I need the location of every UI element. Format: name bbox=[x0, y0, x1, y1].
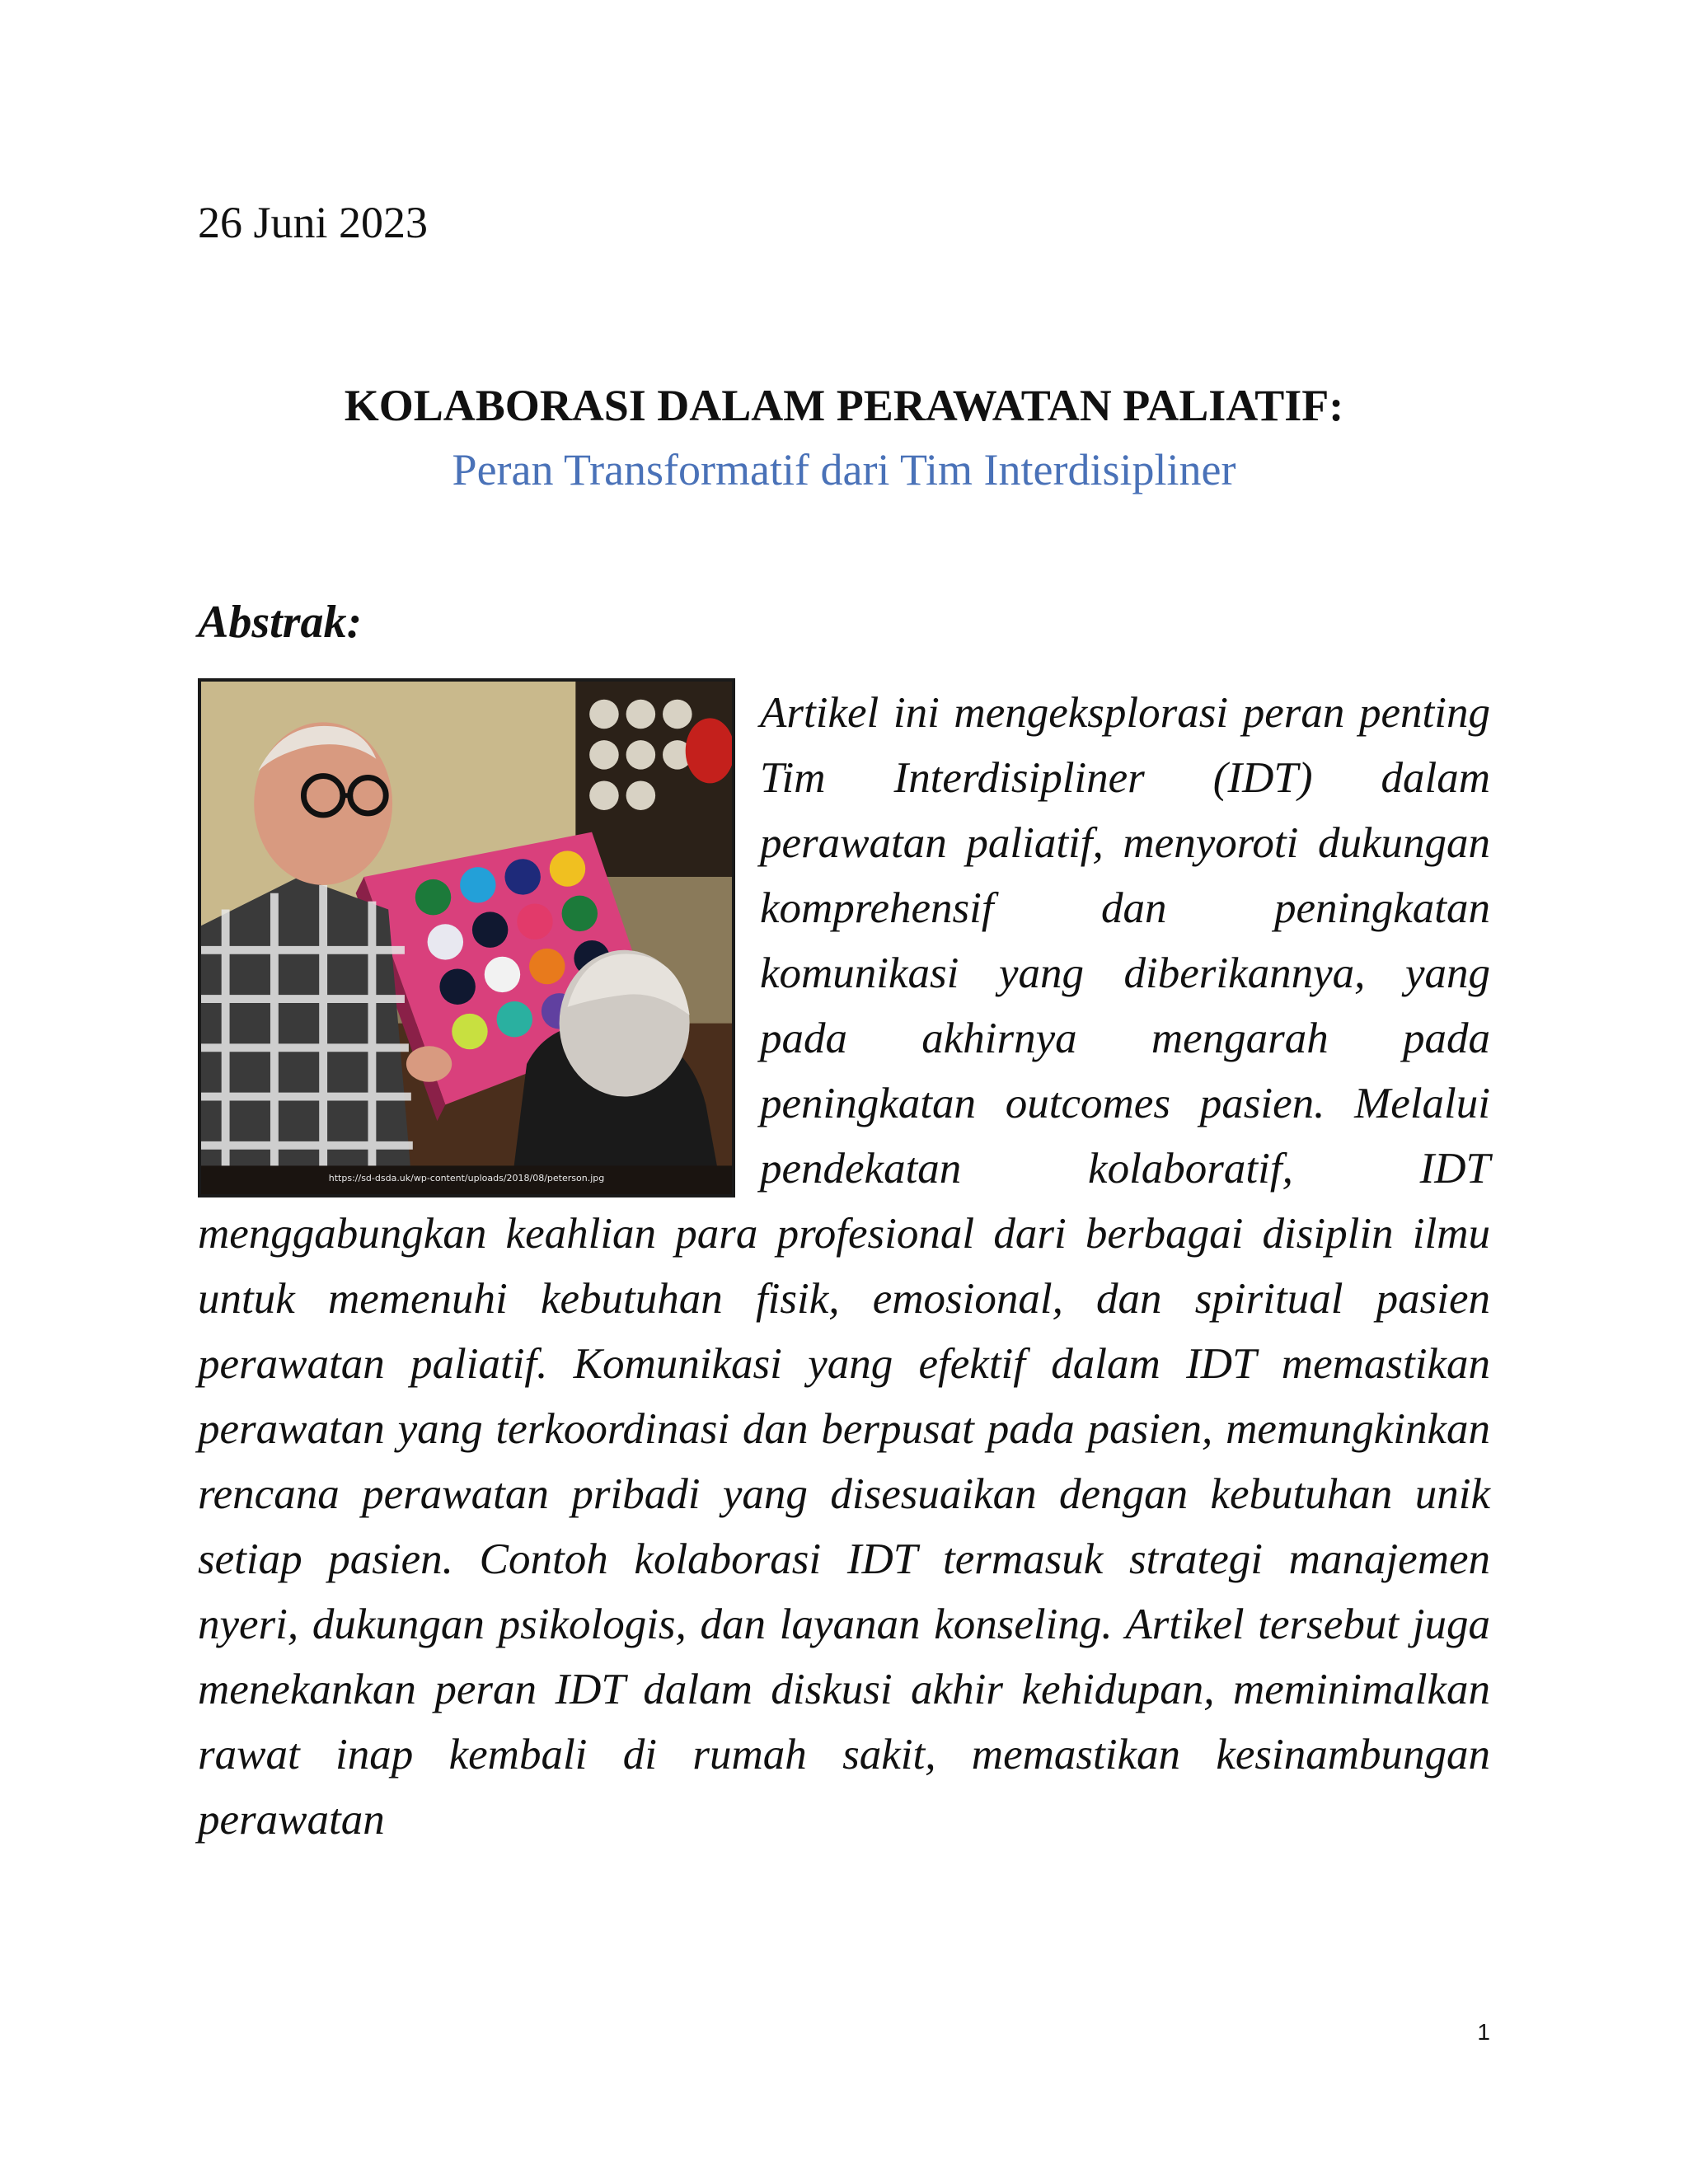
document-title: KOLABORASI DALAM PERAWATAN PALIATIF: bbox=[344, 381, 1344, 430]
abstract-photo bbox=[198, 678, 735, 1197]
document-date: 26 Juni 2023 bbox=[198, 198, 429, 247]
abstract-paragraph bbox=[198, 681, 1490, 1853]
photo-illustration bbox=[201, 682, 732, 1194]
photo-caption-url: https://sd-dsda.uk/wp-content/uploads/2018/08/peterson.jpg bbox=[328, 1173, 605, 1183]
abstract-text: Artikel ini mengeksplorasi peran penting Tim Interdisipliner (IDT) dalam perawatan paliatif, menyoroti dukungan komprehensif dan peningkatan komunikasi yang diberikannya, yang pada akhirnya mengarah pada peningkatan outcomes pasien. Melalui pendekatan kolaboratif, IDT menggabungkan keahlian para profesional dari berbagai disiplin ilmu untuk memenuhi kebutuhan fisik, emosional, dan spiritual pasien perawatan paliatif. Komunikasi yang efektif dalam IDT memastikan perawatan yang terkoordinasi dan berpusat pada pasien, memungkinkan rencana perawatan pribadi yang disesuaikan dengan kebutuhan unik setiap pasien. Contoh kolaborasi IDT termasuk strategi manajemen nyeri, dukungan psikologis, dan layanan konseling. Artikel tersebut juga menekankan peran IDT dalam diskusi akhir kehidupan, meminimalkan rawat inap kembali di rumah sakit, memastikan kesinambungan perawatan bbox=[198, 689, 1490, 1844]
abstract-heading: Abstrak: bbox=[198, 597, 363, 648]
page-number: 1 bbox=[1477, 2019, 1490, 2045]
document-subtitle: Peran Transformatif dari Tim Interdisipliner bbox=[452, 445, 1236, 494]
